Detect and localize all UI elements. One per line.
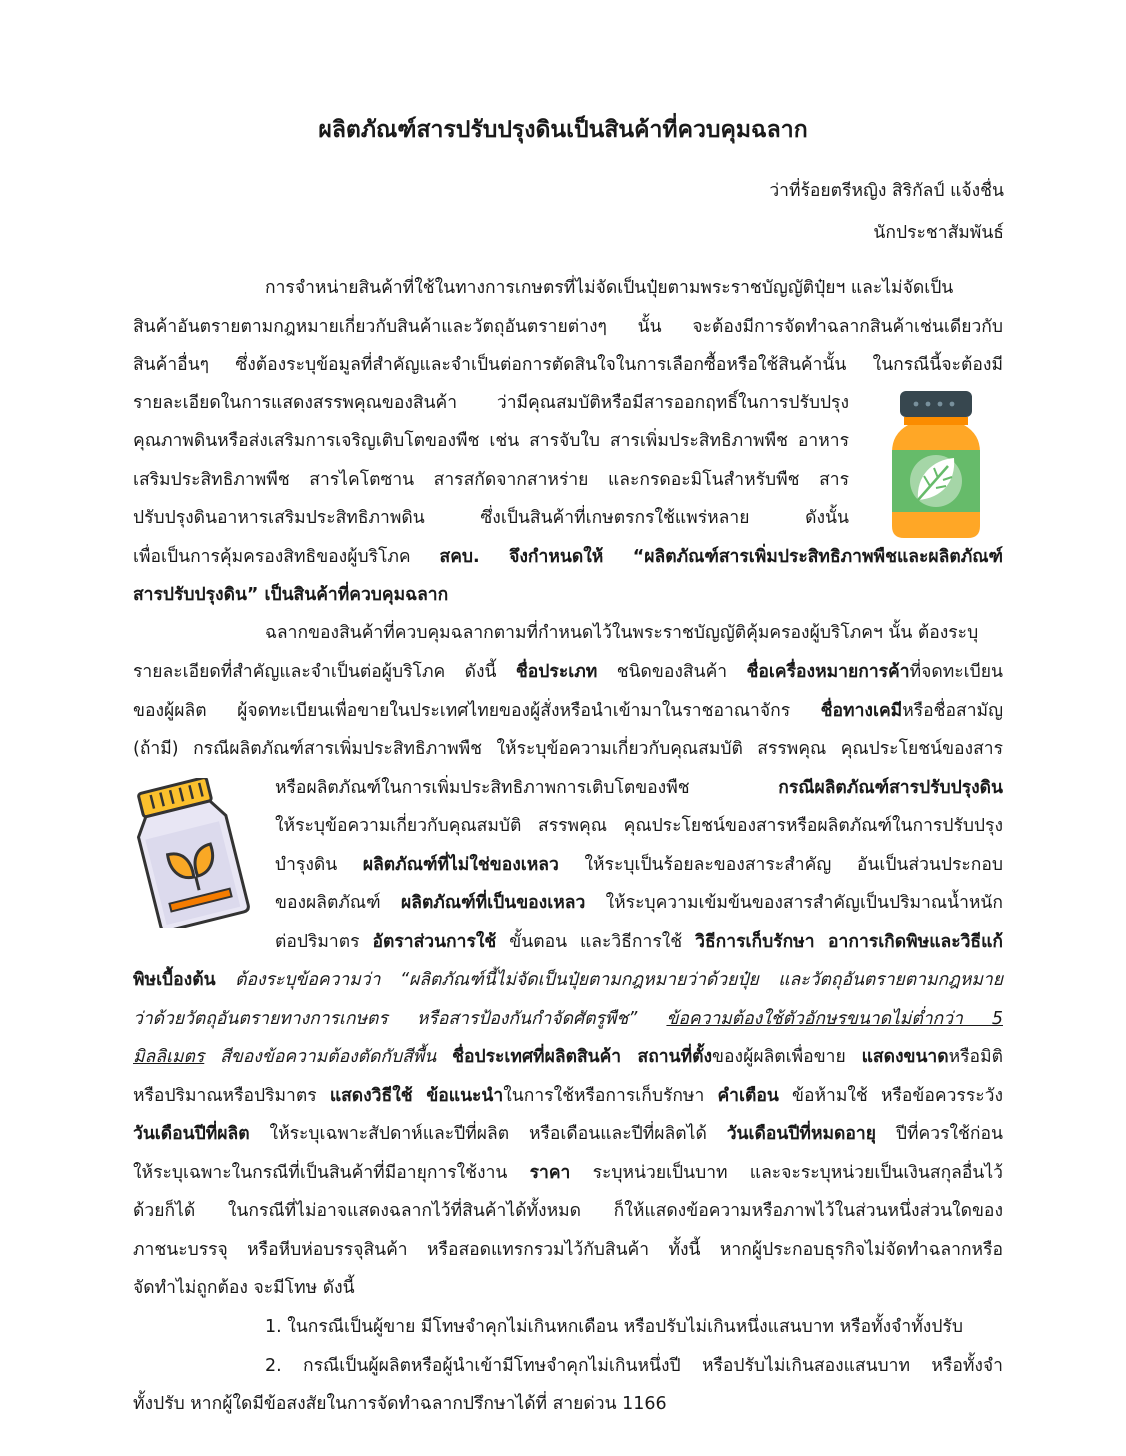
p2-l3-bold: ชื่อทางเคมี <box>820 701 903 721</box>
p2-l5-text: หรือผลิตภัณฑ์ในการเพิ่มประสิทธิภาพการเติบโตของพืช <box>275 778 779 798</box>
p2-line-7 <box>275 853 1003 877</box>
p2-l7-text-2: ให้ระบุเป็นร้อยละของสาระสำคัญ อันเป็นส่วนประกอบ <box>558 855 1003 875</box>
author-name: ว่าที่ร้อยตรีหญิง สิริกัลป์ แจ้งชื่น <box>769 181 1004 201</box>
p2-line-3 <box>133 699 1003 723</box>
p2-l12-text-2: หรือมิติ <box>948 1047 1003 1067</box>
p2-l14-text: ให้ระบุเฉพาะสัปดาห์และปีที่ผลิต หรือเดือนและปีที่ผลิตได้ <box>249 1124 727 1144</box>
p2-l7-bold: ผลิตภัณฑ์ที่ไม่ใช่ของเหลว <box>362 855 559 875</box>
p2-l14-bold: วันเดือนปีที่ผลิต <box>133 1124 250 1144</box>
p2-l13-bold-2: คำเตือน <box>717 1086 779 1106</box>
p2-l11-underline: ข้อความต้องใช้ตัวอักษรขนาดไม่ต่ำกว่า 5 <box>666 1009 1003 1029</box>
p2-l2-text-3: ที่จดทะเบียน <box>909 662 1003 682</box>
p2-l15-text: ให้ระบุเฉพาะในกรณีที่เป็นสินค้าที่มีอายุการใช้งาน <box>133 1163 530 1183</box>
p2-l13-text: หรือปริมาณหรือปริมาตร <box>133 1086 330 1106</box>
p2-l9-text: ต่อปริมาตร <box>275 932 373 952</box>
p2-l2-bold-2: ชื่อเครื่องหมายการค้า <box>746 662 910 682</box>
p2-line-15 <box>133 1161 1003 1185</box>
author-position: นักประชาสัมพันธ์ <box>873 223 1004 243</box>
p2-l12-bold: ชื่อประเทศที่ผลิตสินค้า สถานที่ตั้ง <box>452 1047 713 1067</box>
penalty-item-2: 2. กรณีเป็นผู้ผลิตหรือผู้นำเข้ามีโทษจำคุกไม่เกินหนึ่งปี หรือปรับไม่เกินสองแสนบาท หรือทั้งจำ <box>265 1356 1003 1376</box>
p2-l10-bold: พิษเบื้องต้น <box>133 970 216 990</box>
p2-l5-bold: กรณีผลิตภัณฑ์สารปรับปรุงดิน <box>778 778 1003 798</box>
p2-l8-text: ของผลิตภัณฑ์ <box>275 893 401 913</box>
p1-line-8 <box>133 545 1003 569</box>
page-title: ผลิตภัณฑ์สารปรับปรุงดินเป็นสินค้าที่ควบคุมฉลาก <box>318 117 808 143</box>
p2-line-14 <box>133 1122 1003 1146</box>
p2-l12-text: ของผู้ผลิตเพื่อขาย <box>712 1047 862 1067</box>
leaf-bottle-icon <box>888 388 984 540</box>
p1-line-8-bold: สคบ. จึงกำหนดให้ “ผลิตภัณฑ์สารเพิ่มประสิทธิภาพพืชและผลิตภัณฑ์ <box>439 547 1003 567</box>
p1-line-8-text: เพื่อเป็นการคุ้มครองสิทธิของผู้บริโภค <box>133 547 440 567</box>
p2-l8-text-2: ให้ระบุความเข้มข้นของสารสำคัญเป็นปริมาณน้ำหนัก <box>585 893 1003 913</box>
p1-line-2: สินค้าอันตรายตามกฎหมายเกี่ยวกับสินค้าและวัตถุอันตรายต่างๆ นั้น จะต้องมีการจัดทำฉลากสินค้าเช่นเดียวกับ <box>133 317 1003 337</box>
p2-l10-italic: ต้องระบุข้อความว่า “ผลิตภัณฑ์นี้ไม่จัดเป็นปุ๋ยตามกฎหมายว่าด้วยปุ๋ย และวัตถุอันตรายตามกฎหมาย <box>215 970 1003 990</box>
fertilizer-bag-icon <box>136 778 254 928</box>
p2-line-6: ให้ระบุข้อความเกี่ยวกับคุณสมบัติ สรรพคุณ คุณประโยชน์ของสารหรือผลิตภัณฑ์ในการปรับปรุง <box>275 816 1003 836</box>
p2-l9-bold: อัตราส่วนการใช้ <box>372 932 497 952</box>
p1-line-1: การจำหน่ายสินค้าที่ใช้ในทางการเกษตรที่ไม่จัดเป็นปุ๋ยตามพระราชบัญญัติปุ๋ยฯ และไม่จัดเป็น <box>265 278 954 298</box>
p2-l13-text-3: ข้อห้ามใช้ หรือข้อควรระวัง <box>778 1086 1003 1106</box>
p2-l13-text-2: ในการใช้หรือการเก็บรักษา <box>503 1086 718 1106</box>
p2-line-10 <box>133 968 1003 992</box>
p2-line-2 <box>133 660 1003 684</box>
p2-line-9 <box>275 930 1003 954</box>
p1-line-5: คุณภาพดินหรือส่งเสริมการเจริญเติบโตของพืช เช่น สารจับใบ สารเพิ่มประสิทธิภาพพืช อาหาร <box>133 431 849 451</box>
p2-l2-bold-1: ชื่อประเภท <box>515 662 598 682</box>
p2-l2-text: รายละเอียดที่สำคัญและจำเป็นต่อผู้บริโภค ดังนี้ <box>133 662 516 682</box>
penalty-item-2-cont: ทั้งปรับ หากผู้ใดมีข้อสงสัยในการจัดทำฉลากปรึกษาได้ที่ สายด่วน 1166 <box>133 1394 667 1414</box>
p2-line-1: ฉลากของสินค้าที่ควบคุมฉลากตามที่กำหนดไว้ในพระราชบัญญัติคุ้มครองผู้บริโภคฯ นั้น ต้องระบุ <box>265 623 979 643</box>
p2-l13-bold: แสดงวิธีใช้ ข้อแนะนำ <box>329 1086 504 1106</box>
p2-l2-text-2: ชนิดของสินค้า <box>597 662 747 682</box>
p1-line-4: รายละเอียดในการแสดงสรรพคุณของสินค้า ว่ามีคุณสมบัติหรือมีสารออกฤทธิ์ในการปรับปรุง <box>133 393 849 413</box>
p1-line-9: สารปรับปรุงดิน” เป็นสินค้าที่ควบคุมฉลาก <box>133 585 449 605</box>
p2-l7-text: บำรุงดิน <box>275 855 363 875</box>
p1-line-3: สินค้าอื่นๆ ซึ่งต้องระบุข้อมูลที่สำคัญและจำเป็นต่อการตัดสินใจในการเลือกซื้อหรือใช้สินค้านั้น ในกรณีนี้จะต้องมี <box>133 355 1003 375</box>
p2-l14-text-2: ปีที่ควรใช้ก่อน <box>876 1124 1003 1144</box>
p2-l15-text-2: ระบุหน่วยเป็นบาท และจะระบุหน่วยเป็นเงินสกุลอื่นไว้ <box>570 1163 1003 1183</box>
p2-line-17: ภาชนะบรรจุ หรือหีบห่อบรรจุสินค้า หรือสอดแทรกรวมไว้กับสินค้า ทั้งนี้ หากผู้ประกอบธุรกิจไม่จัดทำฉลากหรือ <box>133 1240 1003 1260</box>
p1-line-6: เสริมประสิทธิภาพพืช สารไคโตซาน สารสกัดจากสาหร่าย และกรดอะมิโนสำหรับพืช สาร <box>133 470 849 490</box>
p2-l12-underline: มิลลิเมตร <box>133 1047 205 1067</box>
p2-line-18: จัดทำไม่ถูกต้อง จะมีโทษ ดังนี้ <box>133 1278 355 1298</box>
p2-line-13 <box>133 1084 1003 1108</box>
p2-line-8 <box>275 891 1003 915</box>
p2-line-12 <box>133 1045 1003 1069</box>
p2-l9-text-2: ขั้นตอน และวิธีการใช้ <box>496 932 696 952</box>
p2-line-4: (ถ้ามี) กรณีผลิตภัณฑ์สารเพิ่มประสิทธิภาพพืช ให้ระบุข้อความเกี่ยวกับคุณสมบัติ สรรพคุณ คุณประโยชน์ของสาร <box>133 739 1003 759</box>
p2-line-11 <box>133 1007 1003 1031</box>
p2-l12-bold-2: แสดงขนาด <box>861 1047 949 1067</box>
p2-l8-bold: ผลิตภัณฑ์ที่เป็นของเหลว <box>400 893 586 913</box>
p2-l15-bold: ราคา <box>529 1163 571 1183</box>
p2-l14-bold-2: วันเดือนปีที่หมดอายุ <box>726 1124 876 1144</box>
p2-l9-bold-2: วิธีการเก็บรักษา อาการเกิดพิษและวิธีแก้ <box>695 932 1003 952</box>
p2-line-5 <box>275 776 1003 800</box>
p2-l3-text: ของผู้ผลิต ผู้จดทะเบียนเพื่อขายในประเทศไทยของผู้สั่งหรือนำเข้ามาในราชอาณาจักร <box>133 701 821 721</box>
p2-line-16: ด้วยก็ได้ ในกรณีที่ไม่อาจแสดงฉลากไว้ที่สินค้าได้ทั้งหมด ก็ให้แสดงข้อความหรือภาพไว้ในส่วนหนึ่งส่วนใดของ <box>133 1201 1003 1221</box>
p2-l3-text-2: หรือชื่อสามัญ <box>902 701 1003 721</box>
p2-l11-italic: ว่าด้วยวัตถุอันตรายทางการเกษตร หรือสารป้องกันกำจัดศัตรูพืช” <box>133 1009 667 1029</box>
penalty-item-1: 1. ในกรณีเป็นผู้ขาย มีโทษจำคุกไม่เกินหกเดือน หรือปรับไม่เกินหนึ่งแสนบาท หรือทั้งจำทั้งปรับ <box>265 1317 963 1337</box>
p2-l12-italic: สีของข้อความต้องตัดกับสีพื้น <box>204 1047 453 1067</box>
p1-line-7: ปรับปรุงดินอาหารเสริมประสิทธิภาพดิน ซึ่งเป็นสินค้าที่เกษตรกรใช้แพร่หลาย ดังนั้น <box>133 508 849 528</box>
